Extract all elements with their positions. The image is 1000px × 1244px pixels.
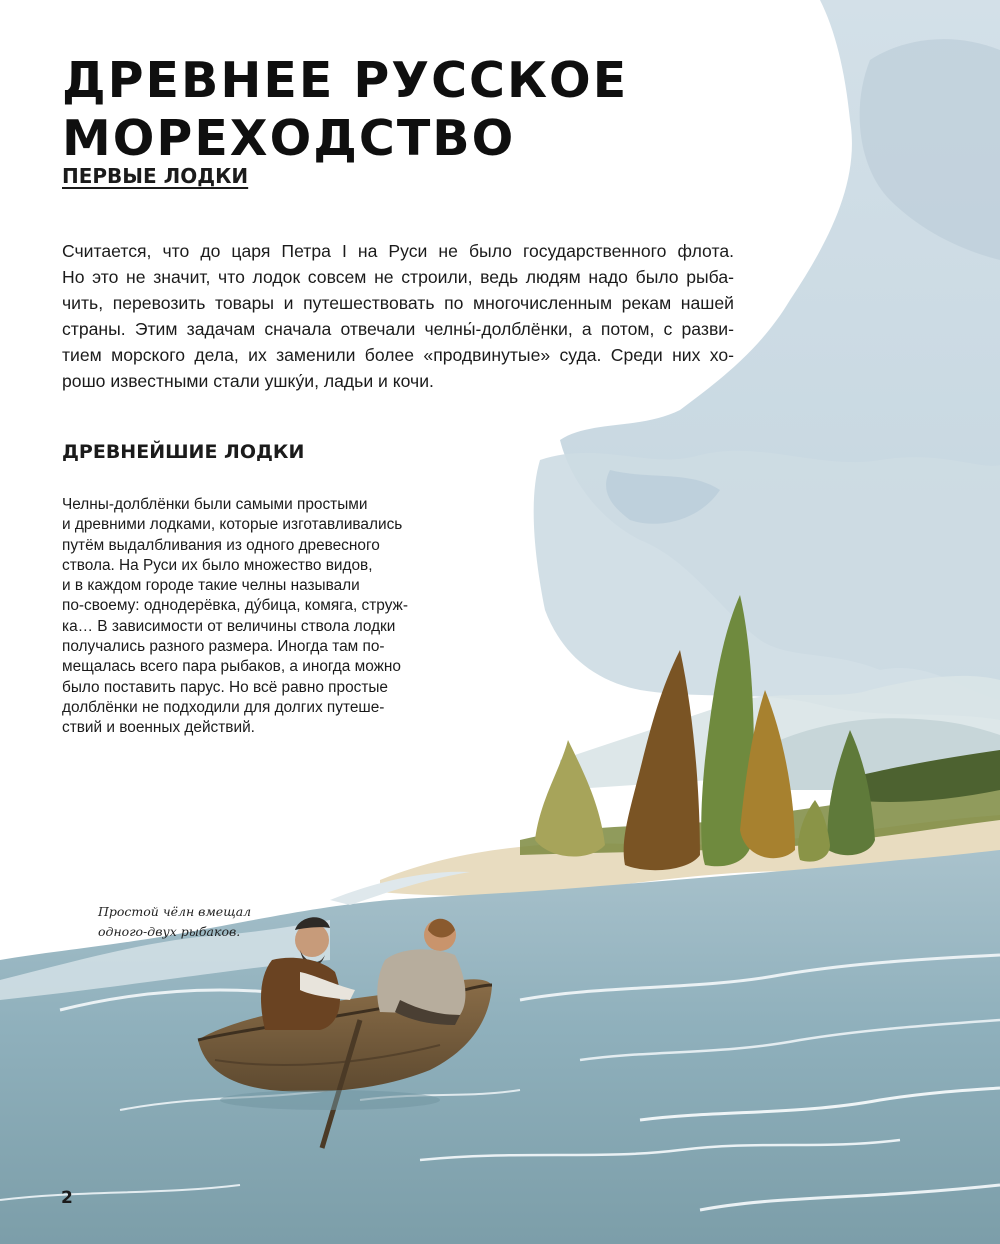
section-heading-ancient-boats: ДРЕВНЕЙШИЕ ЛОДКИ xyxy=(62,441,305,463)
body-line: получались разного размера. Иногда там по- xyxy=(62,638,385,656)
title-line: МОРЕХОДСТВО xyxy=(62,110,516,167)
intro-line: Но это не значит, что лодок совсем не строили, ведь людям надо было рыба- xyxy=(62,267,734,287)
body-line: Челны-долблёнки были самыми простыми xyxy=(62,496,368,513)
title-line: ДРЕВНЕЕ РУССКОЕ xyxy=(62,52,629,109)
body-line: и в каждом городе такие челны называли xyxy=(62,577,360,595)
intro-line: Считается, что до царя Петра I на Руси не было государственного флота. xyxy=(62,241,734,261)
body-line: ствий и военных действий. xyxy=(62,719,255,737)
page-title xyxy=(62,52,628,168)
caption-line: одного-двух рыбаков. xyxy=(98,924,241,939)
body-line: ка… В зависимости от величины ствола лодки xyxy=(62,617,396,635)
body-line: долблёнки не подходили для долгих путеше- xyxy=(62,698,385,716)
intro-line: чить, перевозить товары и путешествовать по многочисленным рекам нашей xyxy=(62,293,734,313)
intro-line: рошо известными стали ушку́и, ладьи и кочи. xyxy=(62,371,434,391)
intro-paragraph xyxy=(62,238,734,394)
intro-line: тием морского дела, их заменили более «продвинутые» суда. Среди них хо- xyxy=(62,345,734,365)
body-line: ствола. На Руси их было множество видов, xyxy=(62,556,373,574)
body-line: и древними лодками, которые изготавливались xyxy=(62,516,403,534)
caption-line: Простой чёлн вмещал xyxy=(98,904,252,919)
body-paragraph xyxy=(62,495,454,739)
intro-line: страны. Этим задачам сначала отвечали челны́-долблёнки, а потом, с разви- xyxy=(62,319,734,339)
body-line: мещалась всего пара рыбаков, а иногда можно xyxy=(62,658,401,676)
body-line: по-своему: однодерёвка, ду́бица, комяга, струж- xyxy=(62,597,408,615)
section-heading-first-boats: ПЕРВЫЕ ЛОДКИ xyxy=(62,164,249,188)
body-line: путём выдалбливания из одного древесного xyxy=(62,536,380,554)
page-number: 2 xyxy=(61,1188,73,1208)
illustration-caption xyxy=(98,902,251,942)
body-line: было поставить парус. Но всё равно простые xyxy=(62,678,388,696)
